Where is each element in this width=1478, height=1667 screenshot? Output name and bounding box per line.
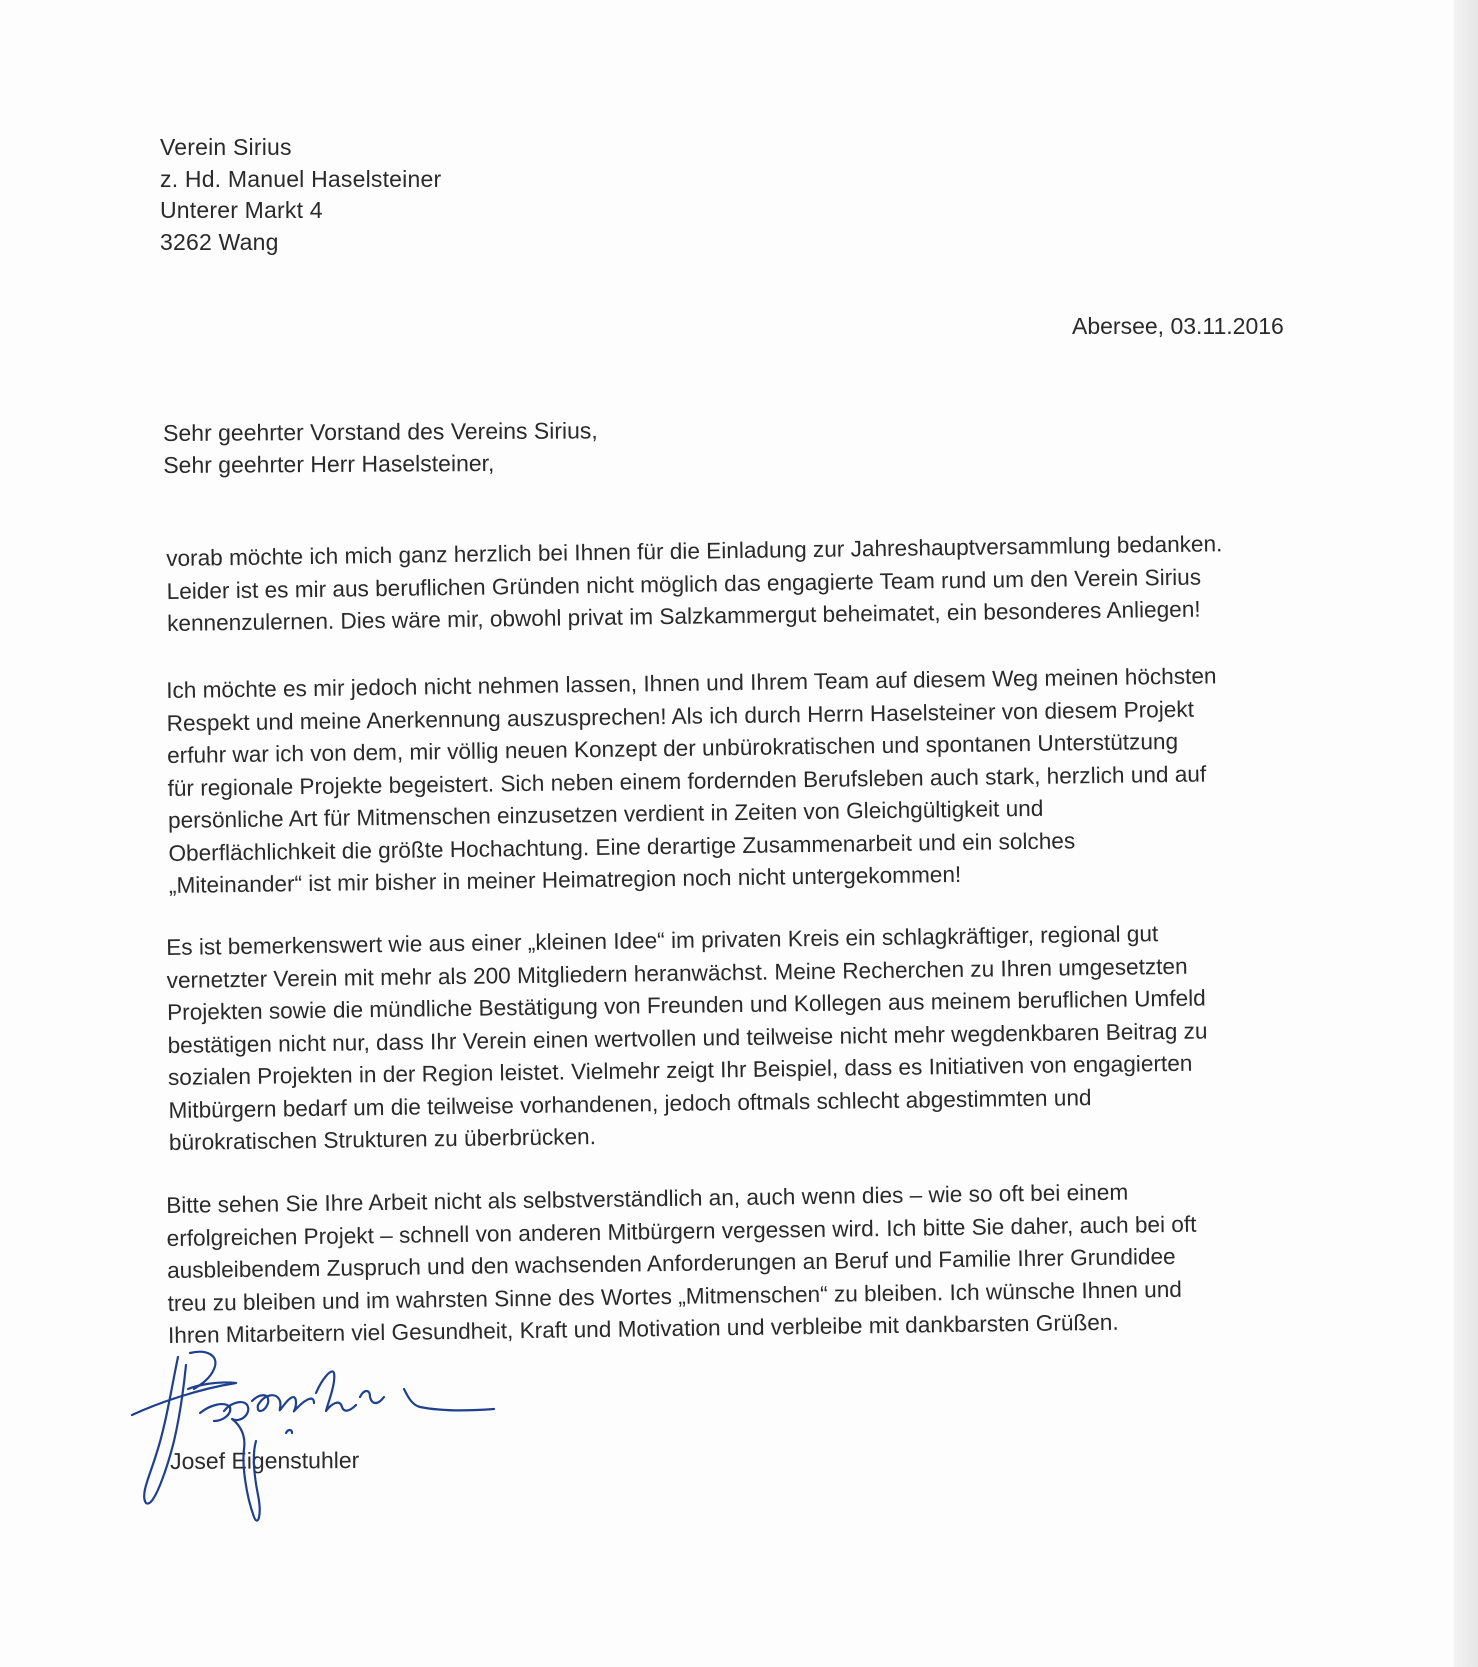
text-line: Es ist bemerkenswert wie aus einer „kleinen Idee“ im privaten Kreis ein schlagkräftiger, regional gut <box>166 921 1159 960</box>
signature-strokes <box>132 1352 494 1521</box>
recipient-address <box>160 132 441 258</box>
body-paragraph-2 <box>166 660 1219 902</box>
place-and-date: Abersee, 03.11.2016 <box>1072 313 1284 339</box>
text-line: vernetzter Verein mit mehr als 200 Mitgliedern heranwächst. Meine Recherchen zu Ihren umgesetzten <box>166 953 1188 993</box>
text-line: kennenzulernen. Dies wäre mir, obwohl privat im Salzkammergut beheimatet, ein besonderes Anliegen! <box>166 596 1201 636</box>
text-line: „Miteinander“ ist mir bisher in meiner Heimatregion noch nicht untergekommen! <box>168 861 962 898</box>
recipient-organization: Verein Sirius <box>160 134 292 160</box>
text-line: erfuhr war ich von dem, mir völlig neuen Konzept der unbürokratischen und spontanen Unterstützung <box>166 728 1179 768</box>
text-line: Leider ist es mir aus beruflichen Gründen nicht möglich das engagierte Team rund um den Verein Sirius <box>166 564 1202 604</box>
text-line: treu zu bleiben und im wahrsten Sinne des Wortes „Mitmenschen“ zu bleiben. Ich wünsche Ihnen und <box>167 1276 1183 1316</box>
text-line: für regionale Projekte begeistert. Sich neben einem fordernden Berufsleben auch stark, herzlich und auf <box>167 760 1207 801</box>
salutation-line: Sehr geehrter Vorstand des Vereins Sirius, <box>163 417 598 446</box>
text-line: Respekt und meine Anerkennung auszusprechen! Als ich durch Herrn Haselsteiner von diesem Projekt <box>166 696 1195 736</box>
text-line: bürokratischen Strukturen zu überbrücken. <box>168 1124 597 1155</box>
text-line: Ihren Mitarbeitern viel Gesundheit, Kraft und Motivation und verbleibe mit dankbarsten Grüßen. <box>167 1309 1119 1348</box>
text-line: bestätigen nicht nur, dass Ihr Verein einen wertvollen und teilweise nicht mehr wegdenkbaren Beitrag zu <box>167 1017 1208 1058</box>
text-line: Ich möchte es mir jedoch nicht nehmen lassen, Ihnen und Ihrem Team auf diesem Weg meinen höchsten <box>166 663 1217 703</box>
text-line: vorab möchte ich mich ganz herzlich bei Ihnen für die Einladung zur Jahreshauptversammlung bedanken. <box>166 531 1223 571</box>
recipient-attention: z. Hd. Manuel Haselsteiner <box>160 165 442 192</box>
text-line: Oberflächlichkeit die größte Hochachtung. Eine derartige Zusammenarbeit und ein solches <box>168 827 1076 866</box>
handwritten-signature <box>128 1345 508 1530</box>
text-line: Projekten sowie die mündliche Bestätigung von Freunden und Kollegen aus meinem beruflichen Umfeld <box>166 985 1206 1025</box>
body-paragraph-1 <box>166 528 1224 640</box>
salutation <box>163 415 598 481</box>
body-paragraph-4 <box>166 1176 1198 1353</box>
text-line: sozialen Projekten in der Region leistet. Vielmehr zeigt Ihr Beispiel, dass es Initiativen von engagierten <box>167 1050 1193 1090</box>
text-line: persönliche Art für Mitmenschen einzusetzen verdient in Zeiten von Gleichgültigkeit und <box>167 795 1044 833</box>
page-edge-shadow <box>1454 0 1478 1667</box>
text-line: ausbleibendem Zuspruch und den wachsenden Anforderungen an Beruf und Familie Ihrer Grundidee <box>166 1243 1176 1283</box>
text-line: Bitte sehen Sie Ihre Arbeit nicht als selbstverständlich an, auch wenn dies – wie so oft bei einem <box>166 1179 1129 1218</box>
signer-name: Josef Eigenstuhler <box>170 1447 360 1474</box>
text-line: erfolgreichen Projekt – schnell von anderen Mitbürgern vergessen wird. Ich bitte Sie daher, auch bei oft <box>166 1211 1197 1251</box>
body-paragraph-3 <box>166 917 1209 1159</box>
recipient-street: Unterer Markt 4 <box>160 197 323 223</box>
text-line: Mitbürgern bedarf um die teilweise vorhandenen, jedoch oftmals schlecht abgestimmten und <box>168 1084 1092 1123</box>
recipient-city: 3262 Wang <box>160 228 279 255</box>
salutation-line: Sehr geehrter Herr Haselsteiner, <box>163 449 495 478</box>
